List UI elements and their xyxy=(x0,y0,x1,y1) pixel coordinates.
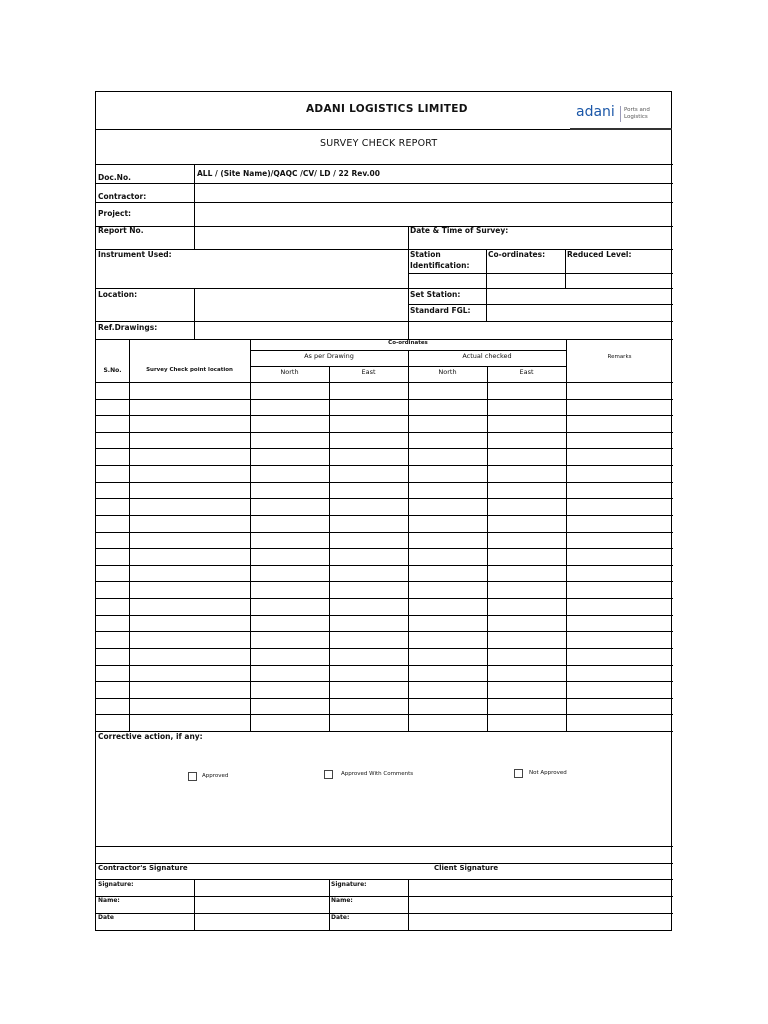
as-per-drawing-header: As per Drawing xyxy=(304,352,354,360)
table-row xyxy=(96,432,673,433)
coordinates-header: Co-ordinates xyxy=(388,340,428,346)
table-row xyxy=(96,399,673,400)
logo-tagline-1: Ports and xyxy=(624,107,650,113)
north-drawing-header: North xyxy=(280,368,299,376)
standard-fgl-label: Standard FGL: xyxy=(410,306,471,315)
table-row xyxy=(96,548,673,549)
ref-drawings-label: Ref.Drawings: xyxy=(98,323,158,332)
east-drawing-header: East xyxy=(361,368,376,376)
corrective-action-label: Corrective action, if any: xyxy=(98,732,203,741)
location-label: Location: xyxy=(98,290,138,299)
report-title: SURVEY CHECK REPORT xyxy=(320,138,438,149)
table-row xyxy=(96,532,673,533)
contractor-name-label: Name: xyxy=(98,897,120,904)
table-row xyxy=(96,465,673,466)
table-row xyxy=(96,415,673,416)
logo-tagline-2: Logistics xyxy=(624,114,648,120)
table-row xyxy=(96,598,673,599)
date-time-label: Date & Time of Survey: xyxy=(410,226,509,235)
point-location-header: Survey Check point location xyxy=(146,367,233,373)
coordinates-label: Co-ordinates: xyxy=(488,250,546,259)
adani-logo xyxy=(576,104,656,126)
table-row xyxy=(96,681,673,682)
table-row xyxy=(96,648,673,649)
contractor-signature-field-label: Signature: xyxy=(98,881,134,888)
approved-label: Approved xyxy=(202,773,229,779)
contractor-label: Contractor: xyxy=(98,192,147,201)
doc-no-label: Doc.No. xyxy=(98,173,131,182)
not-approved-label: Not Approved xyxy=(529,770,567,776)
client-signature-field-label: Signature: xyxy=(331,881,367,888)
approved-with-comments-checkbox[interactable] xyxy=(324,770,333,779)
station-label-line1: Station xyxy=(410,250,441,259)
client-date-label: Date: xyxy=(331,914,350,921)
survey-check-report-form xyxy=(95,91,672,931)
contractor-signature-label: Contractor's Signature xyxy=(98,864,188,872)
table-row xyxy=(96,515,673,516)
instrument-label: Instrument Used: xyxy=(98,250,172,259)
not-approved-checkbox[interactable] xyxy=(514,769,523,778)
client-name-label: Name: xyxy=(331,897,353,904)
survey-table-body xyxy=(96,382,673,731)
table-row xyxy=(96,448,673,449)
north-actual-header: North xyxy=(438,368,457,376)
station-label-line2: Identification: xyxy=(410,261,470,270)
set-station-label: Set Station: xyxy=(410,290,461,299)
table-row xyxy=(96,482,673,483)
sno-header: S.No. xyxy=(103,367,122,374)
actual-checked-header: Actual checked xyxy=(462,352,512,360)
logo-divider xyxy=(620,106,621,122)
adani-logo-word: adani xyxy=(576,104,615,120)
company-name: ADANI LOGISTICS LIMITED xyxy=(306,103,468,115)
table-row xyxy=(96,581,673,582)
table-row xyxy=(96,714,673,715)
table-row xyxy=(96,698,673,699)
table-row xyxy=(96,498,673,499)
contractor-date-label: Date xyxy=(98,914,114,921)
approved-checkbox[interactable] xyxy=(188,772,197,781)
table-row xyxy=(96,615,673,616)
table-row xyxy=(96,565,673,566)
report-no-label: Report No. xyxy=(98,226,144,235)
reduced-level-label: Reduced Level: xyxy=(567,250,632,259)
table-row xyxy=(96,665,673,666)
east-actual-header: East xyxy=(519,368,534,376)
client-signature-label: Client Signature xyxy=(434,864,499,872)
table-row xyxy=(96,631,673,632)
doc-no-value: ALL / (Site Name)/QAQC /CV/ LD / 22 Rev.00 xyxy=(197,169,380,178)
remarks-header: Remarks xyxy=(607,354,632,360)
logo-underline xyxy=(570,128,672,130)
project-label: Project: xyxy=(98,209,132,218)
approved-with-comments-label: Approved With Comments xyxy=(341,771,414,777)
